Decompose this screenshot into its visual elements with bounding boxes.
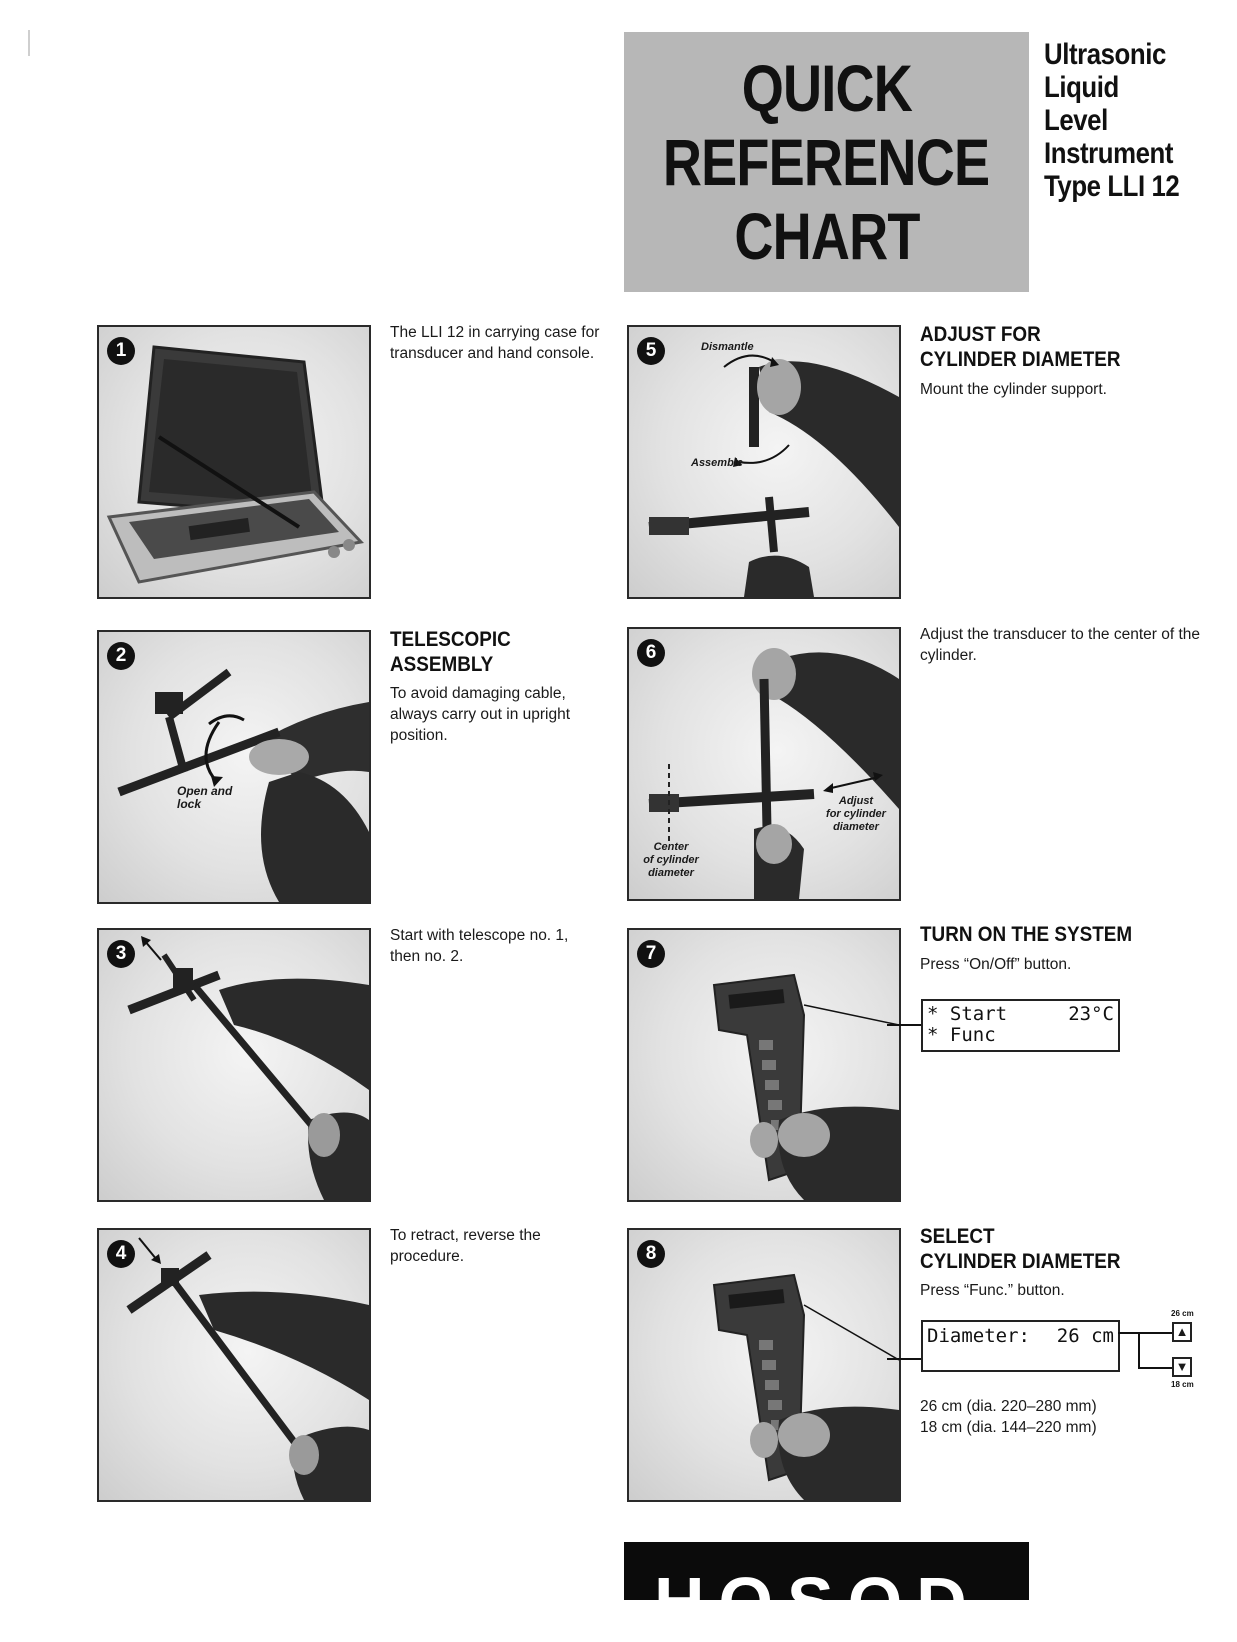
hand-console-func-illustration (629, 1230, 899, 1500)
step-8-text: Press “Func.” button. (920, 1282, 1065, 1299)
step-4-photo (97, 1228, 371, 1502)
subtitle-line-1: Ultrasonic (1044, 38, 1166, 71)
diameter-value: 26 cm (1056, 1325, 1114, 1347)
step-7-photo (627, 928, 901, 1202)
diameter-note-26: 26 cm (dia. 220–280 mm) (920, 1398, 1097, 1415)
display-func-option: * Func (927, 1024, 996, 1046)
cylinder-support-illustration (629, 327, 899, 597)
step-3-text: Start with telescope no. 1, then no. 2. (390, 927, 569, 965)
diameter-branch-bottom (1138, 1367, 1172, 1369)
step-8-badge: 8 (637, 1240, 665, 1268)
carrying-case-illustration (99, 327, 369, 597)
step-3-photo (97, 928, 371, 1202)
center-cylinder-callout (635, 841, 707, 880)
title-box (624, 32, 1029, 292)
diameter-notes (920, 1396, 1200, 1438)
subtitle-line-3: Level (1044, 104, 1108, 137)
hand-console-on-illustration (629, 930, 899, 1200)
step-6-text: Adjust the transducer to the center of the cylinder. (920, 626, 1201, 664)
startup-display (921, 999, 1120, 1052)
step-4-text: To retract, reverse the procedure. (390, 1227, 541, 1265)
title-line-3: CHART (733, 199, 920, 273)
brand-logo-text: HOSOD (654, 1563, 981, 1641)
title-line-1: QUICK (741, 51, 912, 125)
adjust-heading-block (920, 322, 1143, 372)
telescope-extend-illustration (99, 930, 369, 1200)
display-7-leader (887, 1024, 923, 1026)
diameter-note-18: 18 cm (dia. 144–220 mm) (920, 1419, 1097, 1436)
step-1-badge: 1 (107, 337, 135, 365)
step-8-heading-line-1: SELECT (920, 1225, 995, 1248)
margin-mark (28, 30, 30, 56)
up-diameter-label: 26 cm (1171, 1309, 1194, 1318)
step-7-badge: 7 (637, 940, 665, 968)
step-1-photo (97, 325, 371, 599)
telescope-retract-illustration (99, 1230, 369, 1500)
center-callout-line-2: of cylinder (643, 854, 699, 866)
step-1-text: The LLI 12 in carrying case for transducer and hand console. (390, 324, 600, 362)
display-start-option: * Start (927, 1003, 1008, 1025)
display-8-leader (887, 1358, 923, 1360)
step-6-badge: 6 (637, 639, 665, 667)
center-callout-line-3: diameter (648, 867, 694, 879)
diameter-display (921, 1320, 1120, 1372)
step-8-photo (627, 1228, 901, 1502)
step-3-badge: 3 (107, 940, 135, 968)
instrument-subtitle (1044, 38, 1224, 203)
down-arrow-button-icon: ▼ (1172, 1357, 1192, 1377)
telescopic-assembly-heading-block (390, 627, 530, 677)
adjust-callout-line-3: diameter (833, 821, 879, 833)
step-4-badge: 4 (107, 1240, 135, 1268)
diameter-branch-vertical (1138, 1332, 1140, 1368)
diameter-branch-up (1138, 1332, 1172, 1334)
diameter-display-row (923, 1326, 1118, 1347)
adjust-callout-line-2: for cylinder (826, 808, 886, 820)
title-line-2: REFERENCE (663, 125, 990, 199)
adjust-callout-line-1: Adjust (838, 795, 874, 807)
step-2-photo (97, 630, 371, 904)
up-arrow-button-icon: ▲ (1172, 1322, 1192, 1342)
assemble-callout: Assemble (691, 457, 743, 469)
turn-on-heading-block (920, 922, 1156, 947)
open-and-lock-callout: Open and lock (177, 784, 233, 811)
step-7-text: Press “On/Off” button. (920, 956, 1072, 973)
step-5-photo (627, 325, 901, 599)
diameter-label: Diameter: (927, 1325, 1030, 1347)
step-2-badge: 2 (107, 642, 135, 670)
step-5-badge: 5 (637, 337, 665, 365)
down-diameter-label: 18 cm (1171, 1380, 1194, 1389)
dismantle-callout: Dismantle (701, 341, 754, 353)
step-5-heading-line-2: CYLINDER DIAMETER (920, 348, 1121, 371)
telescopic-assembly-illustration (99, 632, 369, 902)
adjust-cylinder-callout (821, 795, 891, 834)
step-6-photo (627, 627, 901, 901)
diameter-branch-top (1118, 1332, 1138, 1334)
subtitle-line-5: Type LLI 12 (1044, 170, 1180, 203)
select-diameter-heading-block (920, 1224, 1143, 1274)
step-5-text: Mount the cylinder support. (920, 381, 1107, 398)
brand-logo (624, 1542, 1029, 1641)
subtitle-line-4: Instrument (1044, 137, 1174, 170)
step-7-heading: TURN ON THE SYSTEM (920, 923, 1133, 946)
step-5-heading-line-1: ADJUST FOR (920, 323, 1041, 346)
display-row-2 (923, 1025, 1118, 1046)
subtitle-line-2: Liquid (1044, 71, 1119, 104)
center-callout-line-1: Center (653, 841, 689, 853)
step-8-heading-line-2: CYLINDER DIAMETER (920, 1250, 1121, 1273)
display-row-1 (923, 1004, 1118, 1025)
display-temperature: 23°C (1068, 1003, 1114, 1025)
step-2-text: To avoid damaging cable, always carry out in upright position. (390, 685, 571, 744)
step-2-heading: TELESCOPIC ASSEMBLY (390, 628, 511, 676)
